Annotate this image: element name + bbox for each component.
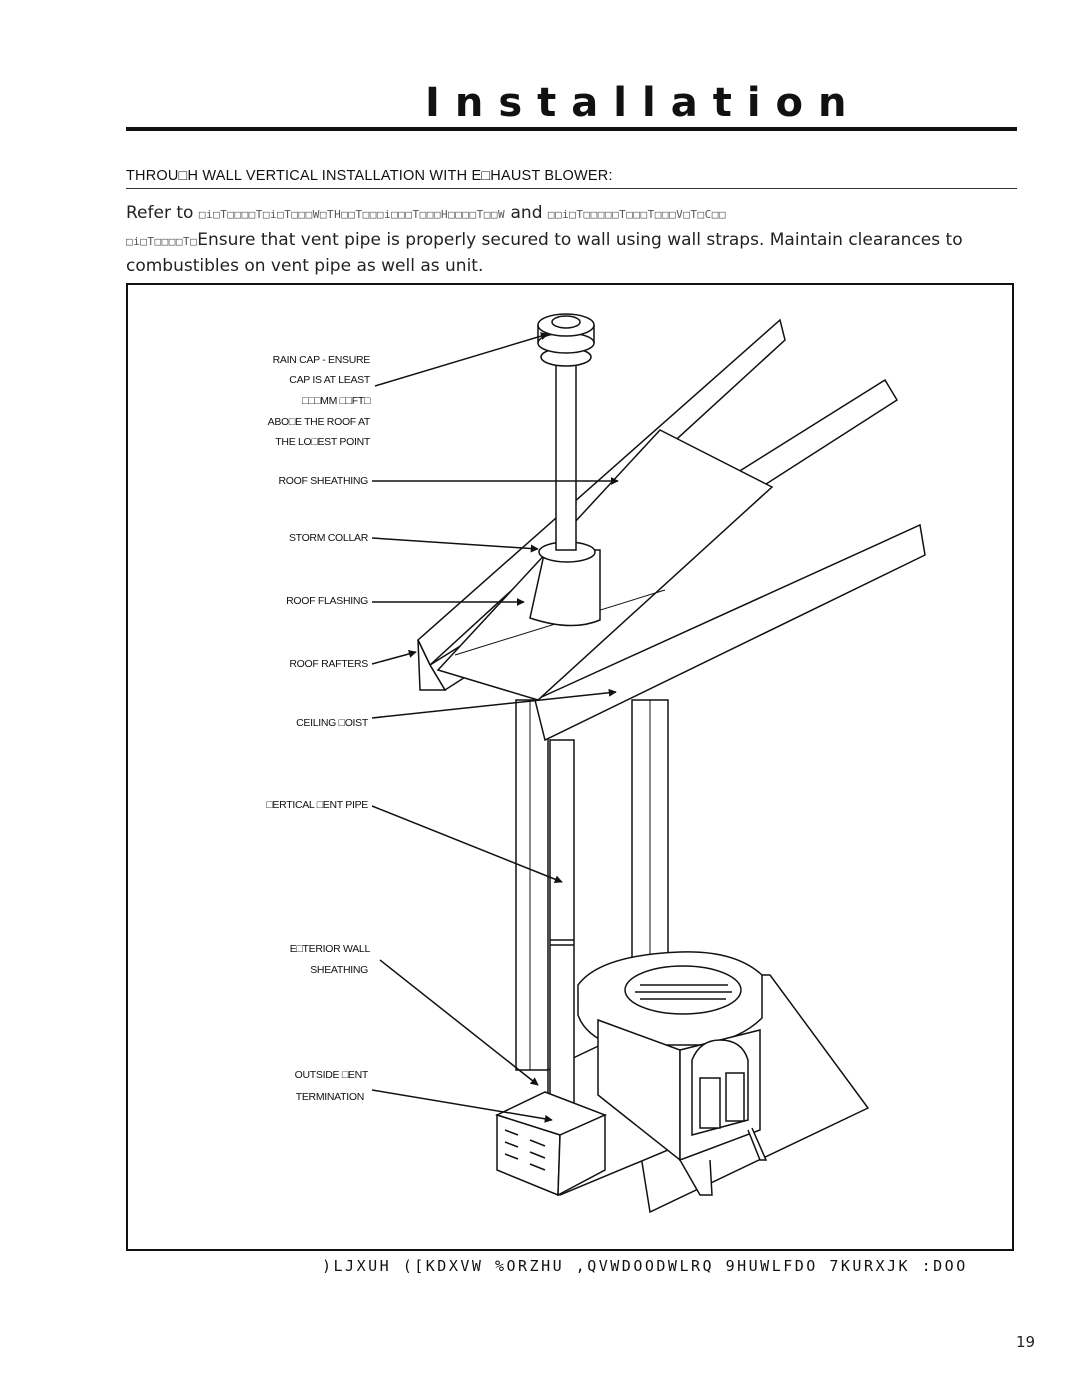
wall-post-left bbox=[516, 700, 548, 1070]
label-exterior-wall-line2: SHEATHING bbox=[310, 964, 368, 976]
rain-cap bbox=[538, 314, 594, 366]
label-outside-vent-line1: OUTSIDE □ENT bbox=[294, 1069, 368, 1081]
figure-caption: )LJXUH ([KDXVW %ORZHU ,QVWDOODWLRQ 9HUWLFDO 7KURXJK :DOO bbox=[322, 1257, 968, 1275]
page-header-title: Installation bbox=[425, 80, 862, 126]
vent-pipe-upper bbox=[556, 360, 576, 550]
arrow-storm-collar bbox=[372, 538, 538, 549]
page-number: 19 bbox=[1016, 1333, 1036, 1351]
arrow-exterior-wall bbox=[380, 960, 538, 1085]
vertical-vent-pipe bbox=[550, 740, 574, 1140]
label-roof-flashing: ROOF FLASHING bbox=[286, 595, 368, 607]
label-storm-collar: STORM COLLAR bbox=[288, 532, 368, 544]
arrow-rain-cap bbox=[375, 334, 548, 386]
section-heading: THROU□H WALL VERTICAL INSTALLATION WITH E□HAUST BLOWER: bbox=[126, 168, 613, 184]
label-rain-cap-line5: THE LO□EST POINT bbox=[275, 436, 370, 448]
label-outside-vent-line2: TERMINATION bbox=[295, 1091, 364, 1103]
label-rain-cap-line1: RAIN CAP - ENSURE bbox=[272, 354, 370, 366]
body-text-and: and bbox=[510, 203, 543, 223]
label-vertical-vent-pipe: □ERTICAL □ENT PIPE bbox=[266, 799, 368, 811]
label-rain-cap-line4: ABO□E THE ROOF AT bbox=[267, 416, 370, 428]
label-ceiling-joist: CEILING □OIST bbox=[296, 717, 368, 729]
label-roof-sheathing: ROOF SHEATHING bbox=[278, 475, 368, 487]
garbled-reference-a: □i□T□□□□T□i□T□□□W□TH□□T□□□i□□□T□□□H□□□□T□□W bbox=[198, 208, 506, 221]
body-text-clearances: combustibles on vent pipe as well as unit. bbox=[126, 256, 484, 276]
roof-flashing bbox=[530, 542, 600, 626]
body-text-ensure: Ensure that vent pipe is properly secured to wall using wall straps. Maintain clearances to bbox=[197, 229, 963, 250]
garbled-reference-c: □i□T□□□□T□ bbox=[126, 234, 198, 248]
label-exterior-wall-line1: E□TERIOR WALL bbox=[289, 943, 370, 955]
arrow-roof-rafters bbox=[372, 652, 416, 664]
roof-sheathing bbox=[438, 430, 772, 700]
label-roof-rafters: ROOF RAFTERS bbox=[289, 658, 368, 670]
label-rain-cap-line2: CAP IS AT LEAST bbox=[289, 374, 370, 386]
label-rain-cap-line3: □□□MM □□FT□ bbox=[302, 395, 370, 407]
garbled-reference-b: □□i□T□□□□□T□□□T□□□V□T□C□□ bbox=[547, 208, 726, 221]
body-text-start: Refer to bbox=[126, 203, 199, 223]
